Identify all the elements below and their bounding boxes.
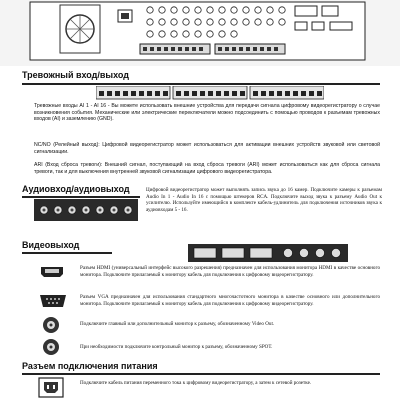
alarm-section-rule bbox=[22, 83, 380, 85]
power-section-title: Разъем подключения питания bbox=[22, 361, 158, 371]
rear-panel-illustration bbox=[0, 0, 400, 66]
power-section-rule bbox=[22, 373, 380, 375]
hdmi-paragraph: Разъем HDMI (универсальный интерфейс высокого разрешения) предназначен для использования монитора HDMI в качестве основного монитора. Подключите прилагаемый к монитору кабель для подключения к цифровому видеорегистратору. bbox=[80, 265, 380, 278]
video-out-paragraph: Подключите главный или дополнительный монитор к разъему, обозначенному Video Out. bbox=[80, 321, 275, 327]
video-section-rule bbox=[22, 252, 112, 254]
bnc-connector-strip-icon bbox=[34, 199, 138, 221]
audio-section-rule bbox=[22, 196, 140, 198]
hdmi-port-icon bbox=[40, 265, 64, 277]
alarm-inputs-paragraph: Тревожные входы AI 1 - AI 16 - Вы можете использовать внешние устройства для передачи сигнала цифровому видеорегистратору о случае возникновения события. Механические или электрические переключатели можно подсоединить с помощью проводов к разъемам тревожных входов (AI) и заземлению (GND). bbox=[34, 103, 380, 123]
bnc-video-out-icon bbox=[42, 316, 60, 334]
alarm-reset-paragraph: ARI (Вход сброса тревоги): Внешний сигнал, поступающий на вход сброса тревоги (ARI) может использоваться как для сброса сигнала тревоги, так и для выключения внутренней звуковой сигнализации цифрового видеорегистратора. bbox=[34, 162, 380, 175]
audio-paragraph: Цифровой видеорегистратор может выполнять запись звука до 16 камер. Подключите камеры к разъемам Audio In 1 - Audio In 16 с помощью штекеров RCA. Подключите выход звука к разъему Audio Out к усилителю. Используйте имеющийся в комплекте кабель-удлинитель для подключения источников звука к аудиовходам 5 - 16. bbox=[146, 187, 382, 213]
audio-section-title: Аудиовход/аудиовыход bbox=[22, 184, 130, 194]
ac-power-socket-icon bbox=[38, 377, 64, 398]
alarm-section-title: Тревожный вход/выход bbox=[22, 70, 129, 80]
video-ports-strip bbox=[188, 244, 348, 262]
power-paragraph: Подключите кабель питания переменного тока к цифровому видеорегистратору, а затем к сетевой розетке. bbox=[80, 380, 312, 386]
vga-paragraph: Разъем VGA предназначен для использования стандартного многочастотного монитора в качестве основного или дополнительного монитора. Подключите прилагаемый к монитору кабель для подключения к цифровому видеорегистратору. bbox=[80, 294, 380, 307]
video-section-title: Видеовыход bbox=[22, 240, 80, 250]
alarm-terminal-block-icon bbox=[96, 86, 324, 100]
bnc-spot-icon bbox=[42, 338, 60, 356]
vga-port-icon bbox=[38, 294, 68, 308]
alarm-relay-paragraph: NC/NO (Релейный выход): Цифровой видеорегистратор может использоваться для активации внешних устройств звуковой или световой сигнализации. bbox=[34, 142, 380, 155]
spot-paragraph: При необходимости подключите контрольный монитор к разъему, обозначенному SPOT. bbox=[80, 344, 273, 350]
